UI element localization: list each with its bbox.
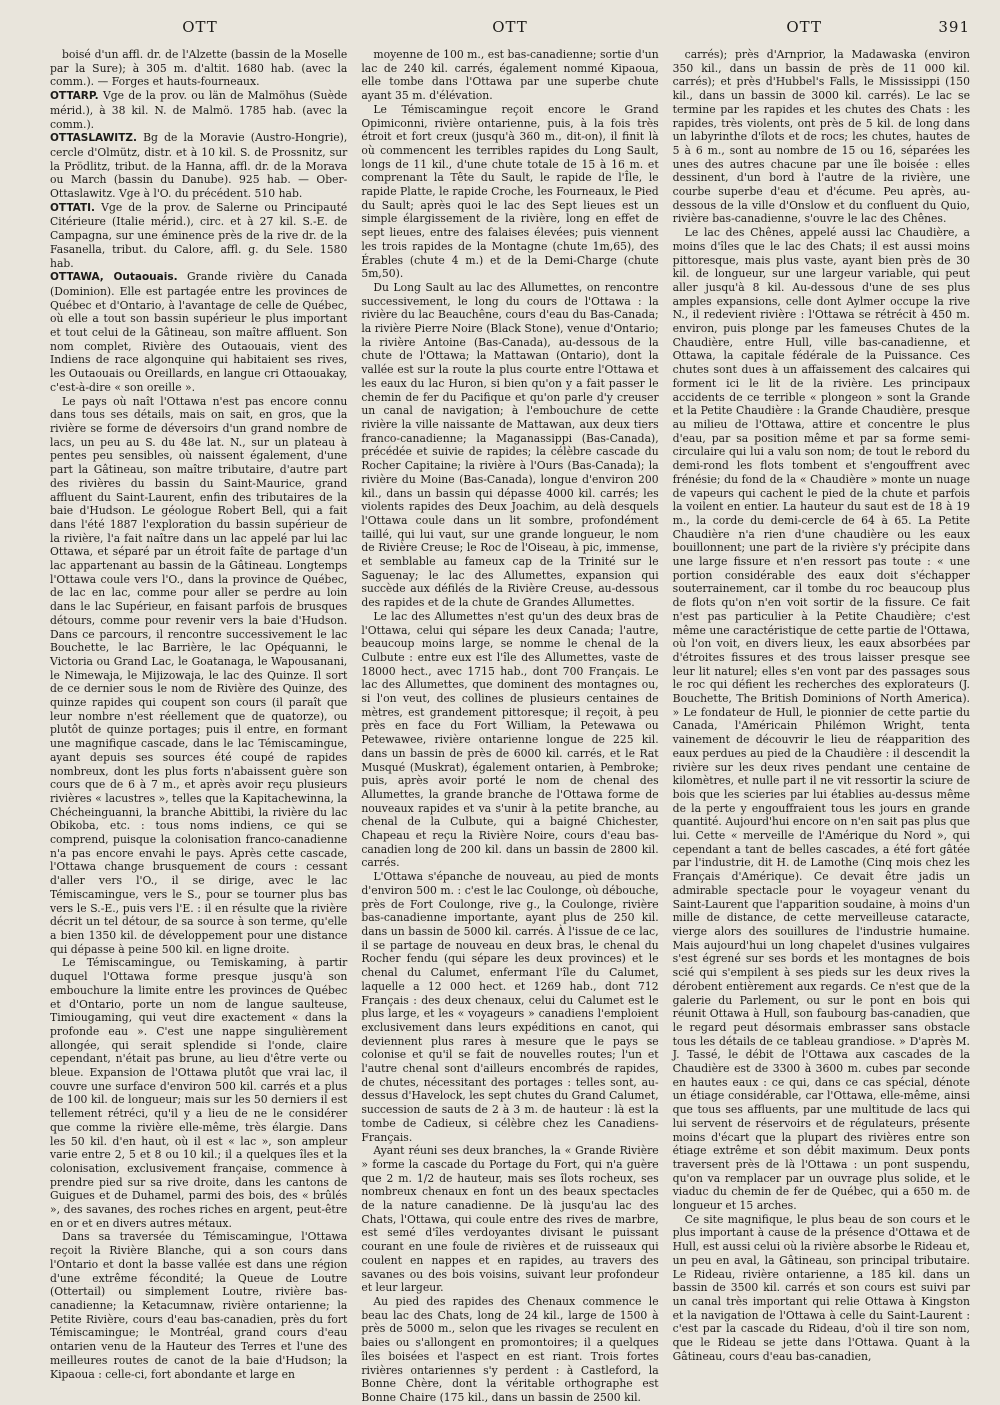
dictionary-entry: [50, 131, 347, 201]
paragraph: [50, 48, 347, 89]
dictionary-entry: [50, 201, 347, 271]
paragraph-text: Vge de la prov. de Salerne ou Principauté Citérieure (Italie mérid.), circ. et à 27 kil. S.-E. de Campagna, sur une éminence près de la rive dr. de la Fasanella, tribut. du Calore, affl. g. du Sele. 1580 hab.: [50, 200, 348, 270]
paragraph-text: Au pied des rapides des Chenaux commence le beau lac des Chats, long de 24 kil., large de 1500 à près de 5000 m., selon que les rivages se reculent en baies ou s'allongent en promontoires; il a quelques îles boisées et l'aspect en est riant. Trois fortes rivières ontariennes s'y perdent : à Castleford, la Bonne Chère, dont la véritable orthographe est Bonne Chaire (175 kil., dans un bassin de 2500 kil.: [361, 1294, 659, 1404]
paragraph-text: Le Témiscamingue reçoit encore le Grand Opimiconni, rivière ontarienne, puis, à la fois très étroit et fort creux (jusqu'à 360 m., dit-on), il finit là où commencent les terribles rapides du Long Sault, longs de 11 kil., d'une chute totale de 15 à 16 m. et comprenant la Tête du Sault, le rapide de l'Île, le rapide Platte, le rapide Croche, les Fourneaux, le Pied du Sault; après quoi le lac des Sept lieues est un simple élargissement de la rivière, long en effet de sept lieues, entre des falaises élevées; puis viennent les trois rapides de la Montagne (chute 1m,65), des Érables (chute 4 m.) et de la Demi-Charge (chute 5m,50).: [361, 102, 659, 281]
paragraph-text: boisé d'un affl. dr. de l'Alzette (bassin de la Moselle par la Sure); à 305 m. d'altit. 1680 hab. (avec la comm.). — Forges et hauts-fourneaux.: [50, 48, 348, 89]
paragraph: [361, 48, 658, 103]
column-1: [50, 48, 348, 1381]
dictionary-entry: [50, 89, 347, 131]
dictionary-entry: [50, 270, 347, 394]
paragraph-text: Le pays où naît l'Ottawa n'est pas encore connu dans tous ses détails, mais on sait, en gros, que la rivière se forme de déversoirs d'un grand nombre de lacs, un peu au S. du 48e lat. N., sur un plateau à pentes peu sensibles, où naissent également, d'une part la Gâtineau, son maître tributaire, d'autre part des rivières du bassin du Saint-Maurice, grand affluent du Saint-Laurent, enfin des tributaires de la baie d'Hudson. Le géologue Robert Bell, qui a fait dans l'été 1887 l'exploration du bassin supérieur de la rivière, l'a fait naître dans un lac appelé par lui lac Ottawa, et séparé par un étroit faîte de partage d'un lac appartenant au bassin de la Gâtineau. Longtemps l'Ottawa coule vers l'O., dans la province de Québec, de lac en lac, comme pour aller se perdre au loin dans le lac Supérieur, en faisant parfois de brusques détours, comme pour revenir vers la baie d'Hudson. Dans ce parcours, il rencontre successivement le lac Bouchette, le lac Barrière, le lac Opéquanni, le Victoria ou Grand Lac, le Goatanaga, le Wapousanani, le Nimewaja, le Mijizowaja, le lac des Quinze. Il sort de ce dernier sous le nom de Rivière des Quinze, des quinze rapides qui coupent son cours (il paraît que leur nombre n'est réellement que de quatorze), ou plutôt de quinze portages; puis il entre, en formant une magnifique cascade, dans le lac Témiscamingue, ayant depuis ses sources été coupé de rapides nombreux, dont les plus forts n'abaissent guère son cours que de 6 à 7 m., et après avoir reçu plusieurs rivières « lacustres », telles que la Kapitachewinna, la Chécheinguanni, la branche Abittibi, la rivière du lac Obikoba, etc. : tous noms indiens, ce qui se comprend, puisque la colonisation franco-canadienne n'a pas encore envahi le pays. Après cette cascade, l'Ottawa change brusquement de cours : cessant d'aller vers l'O., il se dirige, avec le lac Témiscamingue, vers le S., pour se tourner plus bas vers le S.-E., puis vers l'E. : il en résulte que la rivière décrit un tel détour, de sa source à son terme, qu'elle a bien 1350 kil. de développement pour une distance qui dépasse à peine 500 kil. en ligne droite.: [50, 394, 348, 956]
paragraph: [361, 610, 658, 870]
paragraph-text: Vge de la prov. ou län de Malmöhus (Suède mérid.), à 38 kil. N. de Malmö. 1785 hab. (avec la comm.).: [50, 89, 348, 131]
column-2: [361, 48, 659, 1404]
paragraph-text: Ayant réuni ses deux branches, la « Grande Rivière » forme la cascade du Portage du Fort, qui n'a guère que 2 m. 1/2 de hauteur, mais ses îlots rocheux, ses nombreux chenaux en font un des beaux spectacles de la nature canadienne. De là jusqu'au lac des Chats, l'Ottawa, qui coule entre des rives de marbre, est semé d'îles verdoyantes divisant le puissant courant en une foule de rivières et de ruisseaux qui coulent en nappes et en rapides, au travers des savanes ou des bois voisins, suivant leur profondeur et leur largeur.: [361, 1144, 659, 1295]
paragraph: [673, 1213, 970, 1364]
paragraph: [361, 281, 658, 610]
paragraph: [673, 48, 970, 226]
paragraph-text: Le lac des Allumettes n'est qu'un des deux bras de l'Ottawa, celui qui sépare les deux Canada; l'autre, beaucoup moins large, se nomme le chenal de la Culbute : entre eux est l'île des Allumettes, vaste de 18000 hect., avec 1715 hab., dont 700 Français. Le lac des Allumettes, que dominent des montagnes ou, si l'on veut, des collines de plusieurs centaines de mètres, est grandement pittoresque; il reçoit, à peu près en face du Fort William, la Petewawa ou Petewawee, rivière ontarienne longue de 225 kil. dans un bassin de près de 6000 kil. carrés, et le Rat Musqué (Muskrat), également ontarien, à Pembroke; puis, après avoir porté le nom de chenal des Allumettes, la grande branche de l'Ottawa forme de nouveaux rapides et va s'unir à la petite branche, au chenal de la Culbute, qui a baigné Chichester, Chapeau et reçu la Rivière Noire, cours d'eau bas-canadien long de 200 kil. dans un bassin de 2800 kil. carrés.: [361, 609, 659, 870]
entry-headword: OTTAWA, Outaouais.: [50, 271, 178, 284]
paragraph: [361, 1144, 658, 1295]
paragraph-text: Grande rivière du Canada (Dominion). Elle est partagée entre les provinces de Québec et d'Ontario, à l'avantage de celle de Québec, où elle a tout son bassin supérieur le plus important et tout celui de la Gâtineau, son maître affluent. Son nom complet, Rivière des Outaouais, vient des Indiens de race algonquine qui habitaient ses rives, les Outaouais ou Oreillards, en langue cri Ottaouakay, c'est-à-dire « son oreille ».: [50, 270, 348, 394]
entry-headword: OTTASLAWITZ.: [50, 132, 137, 145]
entry-headword: OTTARP.: [50, 90, 99, 103]
paragraph: [50, 956, 347, 1230]
paragraph-text: Le Témiscamingue, ou Temiskaming, à partir duquel l'Ottawa forme presque jusqu'à son embouchure la limite entre les provinces de Québec et d'Ontario, porte un nom de langue saulteuse, Timiougaming, qui veut dire exactement « dans la profonde eau ». C'est une nappe singulièrement allongée, qui serait splendide si l'onde, claire cependant, n'était pas brune, au lieu d'être verte ou bleue. Expansion de l'Ottawa plutôt que vrai lac, il couvre une surface d'environ 500 kil. carrés et a plus de 100 kil. de longueur; mais sur les 50 derniers il est tellement rétréci, qu'il y a lieu de ne le considérer que comme la rivière elle-même, très élargie. Dans les 50 kil. d'en haut, où il est « lac », son ampleur varie entre 2, 5 et 8 ou 10 kil.; il a quelques îles et la colonisation, exclusivement française, commence à prendre pied sur sa rive droite, dans les cantons de Guigues et de Duhamel, parmi des bois, des « brûlés », des savanes, des roches riches en argent, peut-être en or et en divers autres métaux.: [50, 956, 348, 1230]
paragraph-text: L'Ottawa s'épanche de nouveau, au pied de monts d'environ 500 m. : c'est le lac Coulonge, où débouche, près de Fort Coulonge, rive g., la Coulonge, rivière bas-canadienne importante, ayant plus de 250 kil. dans un bassin de 5000 kil. carrés. À l'issue de ce lac, il se partage de nouveau en deux bras, le chenal du Rocher fendu (qui sépare les deux provinces) et le chenal du Calumet, enfermant l'île du Calumet, laquelle a 12 000 hect. et 1269 hab., dont 712 Français : des deux chenaux, celui du Calumet est le plus large, et les « voyageurs » canadiens l'emploient exclusivement dans leurs expéditions en canot, qui deviennent plus rares à mesure que le pays se colonise et qu'il se fait de nouvelles routes; l'un et l'autre chenal sont d'ailleurs encombrés de rapides, de chutes, nécessitant des portages : telles sont, au-dessus d'Havelock, les sept chutes du Grand Calumet, succession de sauts de 2 à 3 m. de hauteur : là est la tombe de Cadieux, si célèbre chez les Canadiens-Français.: [361, 870, 659, 1144]
paragraph: [361, 103, 658, 281]
paragraph-text: carrés); près d'Arnprior, la Madawaska (environ 350 kil., dans un bassin de près de 11 000 kil. carrés); et près d'Hubbel's Falls, le Mississippi (150 kil., dans un bassin de 3000 kil. carrés). Le lac se termine par les rapides et les chutes des Chats : les rapides, très violents, ont près de 5 kil. de long dans un labyrinthe d'îlots et de rocs; les chutes, hautes de 5 à 6 m., sont au nombre de 15 ou 16, séparées les unes des autres chacune par une île boisée : elles dessinent, d'un bord à l'autre de la rivière, une courbe superbe d'eau et d'écume. Peu après, au-dessous de la ville d'Onslow et du confluent du Quio, rivière bas-canadienne, s'ouvre le lac des Chênes.: [672, 48, 970, 226]
text-columns: [50, 48, 970, 1404]
running-head: [50, 18, 970, 48]
column-3: [672, 48, 970, 1363]
paragraph-text: Ce site magnifique, le plus beau de son cours et le plus important à cause de la présence d'Ottawa et de Hull, est aussi celui où la rivière absorbe le Rideau et, un peu en aval, la Gâtineau, son principal tributaire. Le Rideau, rivière ontarienne, a 185 kil. dans un bassin de 3500 kil. carrés et son cours est suivi par un canal très important qui relie Ottawa à Kingston et la navigation de l'Ottawa à celle du Saint-Laurent : c'est par la cascade du Rideau, d'où il tire son nom, que le Rideau se jette dans l'Ottawa. Quant à la Gâtineau, cours d'eau bas-canadien,: [672, 1212, 970, 1363]
paragraph-text: Dans sa traversée du Témiscamingue, l'Ottawa reçoit la Rivière Blanche, qui a son cours dans l'Ontario et dont la basse vallée est dans une région d'une extrême fécondité; la Queue de Loutre (Ottertail) ou simplement Loutre, rivière bas-canadienne; la Ketacumnaw, rivière ontarienne; la Petite Rivière, cours d'eau bas-canadien, près du fort Témiscamingue; le Montréal, grand cours d'eau ontarien venu de la Hauteur des Terres et l'une des meilleures routes de canot de la baie d'Hudson; la Kipaoua : celle-ci, fort abondante et large en: [50, 1230, 348, 1381]
paragraph-text: Bg de la Moravie (Austro-Hongrie), cercle d'Olmütz, distr. et à 10 kil. S. de Prossnitz, sur la Prödlitz, tribut. de la Hanna, affl. dr. de la Morava ou March (bassin du Danube). 925 hab. — Ober-Ottaslawitz. Vge à l'O. du précédent. 510 hab.: [50, 131, 348, 201]
paragraph: [50, 395, 347, 957]
paragraph-text: Le lac des Chênes, appelé aussi lac Chaudière, a moins d'îles que le lac des Chats; il est aussi moins pittoresque, mais plus vaste, ayant bien près de 30 kil. de longueur, sur une largeur variable, qui peut aller jusqu'à 8 kil. Au-dessous d'une de ses plus amples expansions, celle dont Aylmer occupe la rive N., il redevient rivière : l'Ottawa se rétrécit à 450 m. environ, puis plonge par les fameuses Chutes de la Chaudière, entre Hull, ville bas-canadienne, et Ottawa, la capitale fédérale de la Puissance. Ces chutes sont dues à un affaissement des calcaires qui forment ici le lit de la rivière. Les principaux accidents de ce terrible « plongeon » sont la Grande et la Petite Chaudière : la Grande Chaudière, presque au milieu de l'Ottawa, attire et concentre le plus d'eau, par sa position même et par sa forme semi-circulaire qui lui a valu son nom; de tout le rebord du demi-rond les flots tombent et s'engouffrent avec frénésie; du fond de la « Chaudière » monte un nuage de vapeurs qui cachent le pied de la chute et parfois la voilent en entier. La hauteur du saut est de 18 à 19 m., la corde du demi-cercle de 64 à 65. La Petite Chaudière n'a rien d'une chaudière ou les eaux bouillonnent; une part de la rivière s'y précipite dans une large fissure et n'en ressort pas toute : « une portion considérable des eaux doit s'échapper souterrainement, car il tombe du roc beaucoup plus de flots qu'on n'en voit sortir de la fissure. Ce fait n'est pas particulier à la Petite Chaudière; c'est même une caractéristique de cette partie de l'Ottawa, où l'on voit, en divers lieux, les eaux absorbées par d'étroites fissures et des trous laisser presque see leur lit naturel; elles s'en vont par des passages sous le roc qui défient les recherches des explorateurs (J. Bouchette, The British Dominions of North America). » Le fondateur de Hull, le pionnier de cette partie du Canada, l'Américain Philémon Wright, tenta vainement de découvrir le lieu de réapparition des eaux perdues au pied de la Chaudière : il descendit la rivière sur les deux rives pendant une centaine de kilomètres, et nulle part il ne vit ressortir la sciure de bois que les scieries par lui établies au-dessus même de la perte y engouffraient tous les jours en grande quantité. Aujourd'hui encore on n'en sait pas plus que lui. Cette « merveille de l'Amérique du Nord », qui cependant a tant de belles cascades, a été fort gâtée par l'industrie, dit H. de Lamothe (Cinq mois chez les Français d'Amérique). Ce devait être jadis un admirable spectacle pour le voyageur venant du Saint-Laurent que l'apparition soudaine, à moins d'un mille de distance, de cette merveilleuse cataracte, vierge alors des souillures de l'industrie humaine. Mais aujourd'hui un long chapelet d'usines vulgaires s'est égrené sur ses bords et les montagnes de bois scié qui s'empilent à ses pieds sur les deux rives la dérobent entièrement aux regards. Ce n'est que de la galerie du Parlement, ou sur le pont en bois qui réunit Ottawa à Hull, son faubourg bas-canadien, que le regard peut désormais embrasser sans obstacle tous les détails de ce tableau grandiose. » D'après M. J. Tassé, le débit de l'Ottawa aux cascades de la Chaudière est de 3300 à 3600 m. cubes par seconde en hautes eaux : ce qui, dans ce cas spécial, dénote un étiage considérable, car l'Ottawa, elle-même, ainsi que tous ses affluents, par une multitude de lacs qui lui servent de réservoirs et de régulateurs, présente moins d'écart que la plupart des rivières entre son étiage extrême et son débit maximum. Deux ponts traversent près de là l'Ottawa : un pont suspendu, qu'on va remplacer par un ouvrage plus solide, et le viaduc du chemin de fer de Québec, qui a 650 m. de longueur et 15 arches.: [672, 226, 970, 1213]
running-head-right: OTT: [786, 18, 822, 36]
paragraph-text: Du Long Sault au lac des Allumettes, on rencontre successivement, le long du cours de l'Ottawa : la rivière du lac Beauchêne, cours d'eau du Bas-Canada; la rivière Pierre Noire (Black Stone), venue d'Ontario; la rivière Antoine (Bas-Canada), au-dessous de la chute de l'Ottawa; la Mattawan (Ontario), dont la vallée est sur la route la plus courte entre l'Ottawa et les eaux du lac Huron, si bien qu'on y a fait passer le chemin de fer du Pacifique et qu'on parle d'y creuser un canal de navigation; à l'embouchure de cette rivière la ville naissante de Mattawan, aux deux tiers franco-canadienne; la Maganassippi (Bas-Canada), précédée et suivie de rapides; la célèbre cascade du Rocher Capitaine; la rivière à l'Ours (Bas-Canada); la rivière du Moine (Bas-Canada), longue d'environ 200 kil., dans un bassin qui dépasse 4000 kil. carrés; les violents rapides des Deux Joachim, au delà desquels l'Ottawa coule dans un lit sombre, profondément taillé, qui lui vaut, sur une grande longueur, le nom de Rivière Creuse; le Roc de l'Oiseau, à pic, immense, et semblable au fameux cap de la Trinité sur le Saguenay; le lac des Allumettes, expansion qui succède aux défilés de la Rivière Creuse, au-dessous des rapides et de la chute de Grandes Allumettes.: [361, 280, 659, 610]
page-number: 391: [938, 18, 970, 36]
entry-headword: OTTATI.: [50, 201, 96, 214]
paragraph: [361, 870, 658, 1144]
paragraph: [50, 1230, 347, 1381]
paragraph: [361, 1295, 658, 1405]
running-head-left: OTT: [182, 18, 218, 36]
paragraph-text: moyenne de 100 m., est bas-canadienne; sortie d'un lac de 240 kil. carrés, également nommé Kipaoua, elle tombe dans l'Ottawa par une superbe chute ayant 35 m. d'élévation.: [361, 48, 659, 103]
running-head-right-group: [670, 18, 970, 36]
paragraph: [673, 226, 970, 1213]
running-head-center: OTT: [492, 18, 528, 36]
